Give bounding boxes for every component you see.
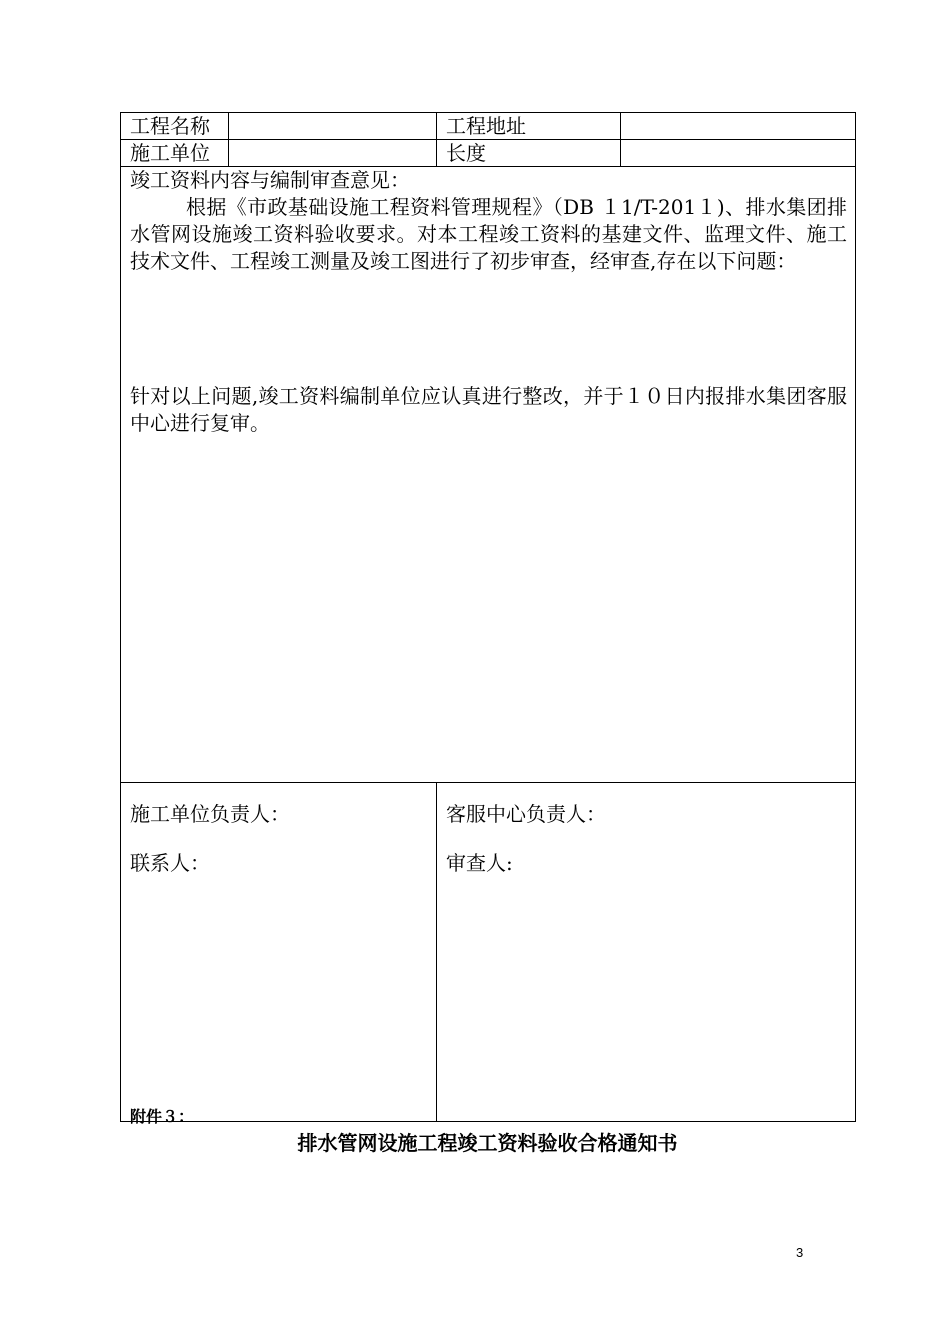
form-row-review xyxy=(121,167,856,783)
project-name-label: 工程名称 xyxy=(121,113,229,140)
contractor-lead-label: 施工单位负责人： xyxy=(130,802,290,826)
review-paragraph: 根据《市政基础设施工程资料管理规程》（DB １1/T-201１)、排水集团排水管网设施竣工资料验收要求。对本工程竣工资料的基建文件、监理文件、施工技术文件、工程竣工测量及竣工图进行了初步审查，经审查,存在以下问题： xyxy=(130,195,847,273)
contact-label: 联系人： xyxy=(130,851,210,875)
notice-title: 排水管网设施工程竣工资料验收合格通知书 xyxy=(297,1131,678,1155)
contractor-signature-cell[interactable] xyxy=(121,783,437,1122)
form-row-signatures xyxy=(121,783,856,1122)
form-row-project xyxy=(121,113,856,140)
length-label: 长度 xyxy=(437,140,621,167)
review-content-cell[interactable] xyxy=(121,167,856,783)
service-center-signature-cell[interactable] xyxy=(437,783,856,1122)
project-address-field[interactable] xyxy=(621,113,856,140)
attachment-label: 附件３： xyxy=(130,1107,195,1126)
review-form-table xyxy=(120,112,856,1122)
review-heading: 竣工资料内容与编制审查意见： xyxy=(130,168,410,192)
service-center-lead-label: 客服中心负责人： xyxy=(446,802,606,826)
issues-blank-area[interactable] xyxy=(130,275,847,383)
page-number: 3 xyxy=(796,1245,804,1260)
contractor-field[interactable] xyxy=(229,140,437,167)
project-name-field[interactable] xyxy=(229,113,437,140)
reviewer-label: 审查人: xyxy=(446,851,513,875)
length-field[interactable] xyxy=(621,140,856,167)
form-row-contractor xyxy=(121,140,856,167)
followup-paragraph: 针对以上问题,竣工资料编制单位应认真进行整改，并于１０日内报排水集团客服中心进行复审。 xyxy=(130,384,847,435)
project-address-label: 工程地址 xyxy=(437,113,621,140)
contractor-label: 施工单位 xyxy=(121,140,229,167)
